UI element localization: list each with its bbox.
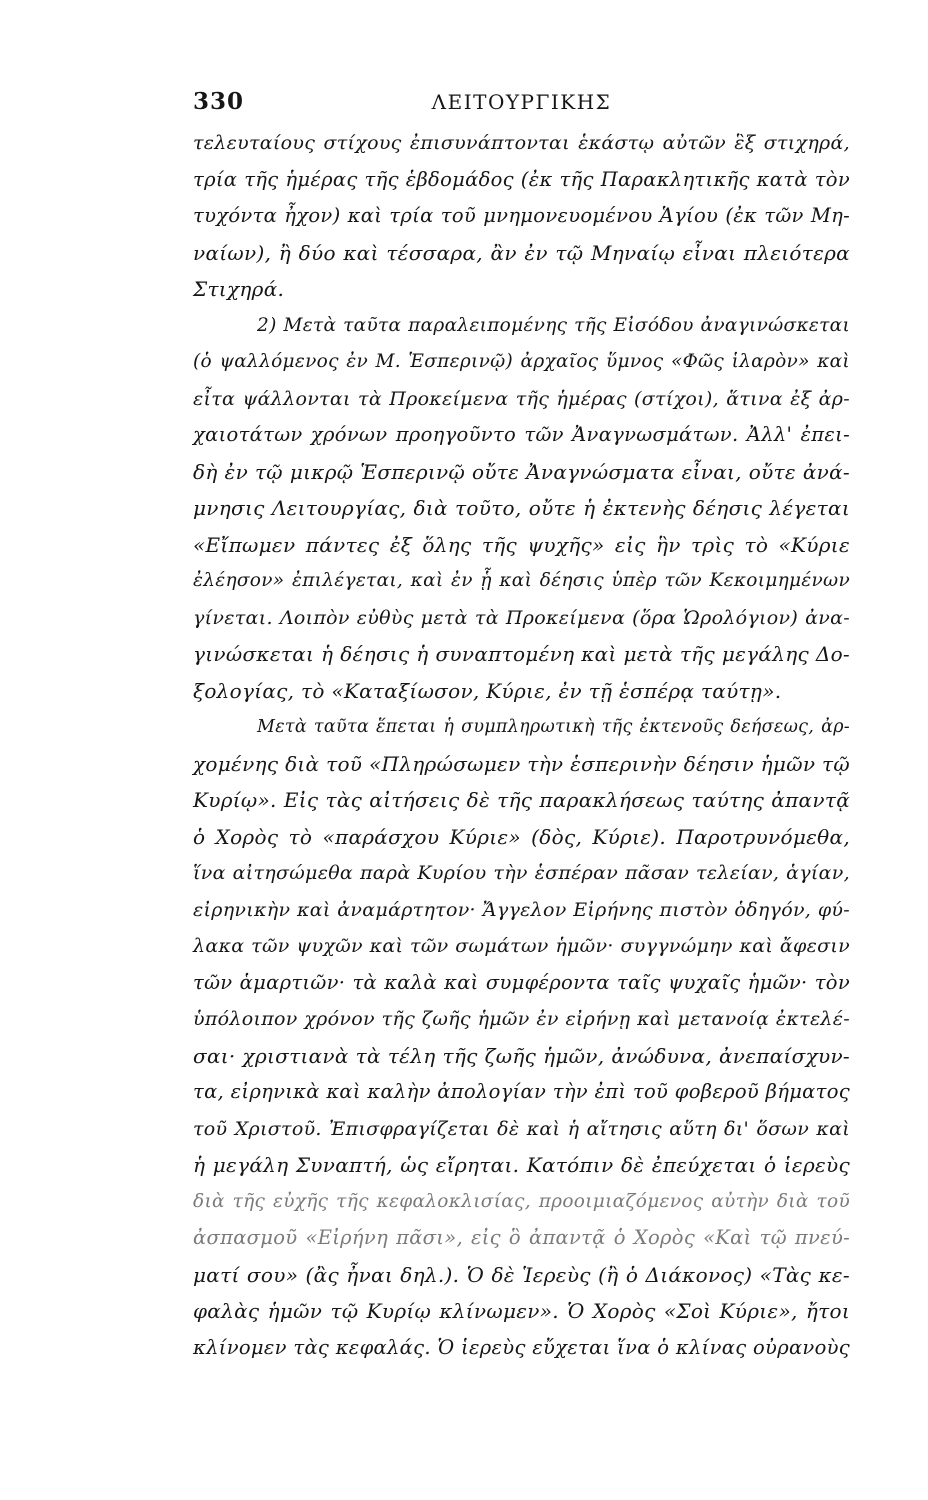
text-line: γινώσκεται ἡ δέησις ἡ συναπτομένη καὶ μετὰ τῆς μεγάλης Δο- [193,642,850,666]
text-line: τρία τῆς ἡμέρας τῆς ἑβδομάδος (ἐκ τῆς Παρακλητικῆς κατὰ τὸν [193,167,850,191]
text-line: λακα τῶν ψυχῶν καὶ τῶν σωμάτων ἡμῶν· συγγνώμην καὶ ἄφεσιν [193,935,850,957]
text-line: μνησις Λειτουργίας, διὰ τοῦτο, οὔτε ἡ ἐκτενὴς δέησις λέγεται [193,496,850,520]
text-line: Στιχηρά. [193,277,285,301]
text-line: Μετὰ ταῦτα ἕπεται ἡ συμπληρωτικὴ τῆς ἐκτενοῦς δεήσεως, ἀρ- [257,717,850,737]
page-number: 330 [193,88,245,115]
text-line: χαιοτάτων χρόνων προηγοῦντο τῶν Ἀναγνωσμάτων. Ἀλλ' ἐπει- [193,423,850,446]
text-line: (ὁ ψαλλόμενος ἐν Μ. Ἑσπερινῷ) ἀρχαῖος ὕμνος «Φῶς ἱλαρὸν» καὶ [193,351,850,372]
text-line: ἀσπασμοῦ «Εἰρήνη πᾶσι», εἰς ὃ ἀπαντᾷ ὁ Χορὸς «Καὶ τῷ πνεύ- [193,1226,850,1249]
text-line: διὰ τῆς εὐχῆς τῆς κεφαλοκλισίας, προοιμιαζόμενος αὐτὴν διὰ τοῦ [193,1190,850,1212]
body-text [193,125,850,1366]
text-line: εἰρηνικὴν καὶ ἀναμάρτητον· Ἄγγελον Εἰρήνης πιστὸν ὁδηγόν, φύ- [193,898,850,921]
text-line: γίνεται. Λοιπὸν εὐθὺς μετὰ τὰ Προκείμενα (ὅρα Ὡρολόγιον) ἀνα- [193,606,850,629]
text-line: ναίων), ἢ δύο καὶ τέσσαρα, ἂν ἐν τῷ Μηναίῳ εἶναι πλειότερα [193,240,850,265]
text-line: τα, εἰρηνικὰ καὶ καλὴν ἀπολογίαν τὴν ἐπὶ τοῦ φοβεροῦ βήματος [193,1080,850,1103]
text-line: ὑπόλοιπον χρόνον τῆς ζωῆς ἡμῶν ἐν εἰρήνῃ καὶ μετανοίᾳ ἐκτελέ- [193,1008,850,1030]
text-line: ἐλέησον» ἐπιλέγεται, καὶ ἐν ᾗ καὶ δέησις ὑπὲρ τῶν Κεκοιμημένων [193,570,850,591]
text-line: ξολογίας, τὸ «Καταξίωσον, Κύριε, ἐν τῇ ἑσπέρᾳ ταύτῃ». [193,678,782,703]
text-line: τοῦ Χριστοῦ. Ἐπισφραγίζεται δὲ καὶ ἡ αἴτησις αὕτη δι' ὅσων καὶ [193,1117,850,1140]
text-line: Κυρίῳ». Εἰς τὰς αἰτήσεις δὲ τῆς παρακλήσεως ταύτης ἀπαντᾷ [193,788,850,812]
text-line: σαι· χριστιανὰ τὰ τέλη τῆς ζωῆς ἡμῶν, ἀνώδυνα, ἀνεπαίσχυν- [193,1043,850,1068]
text-line: ὁ Χορὸς τὸ «παράσχου Κύριε» (δὸς, Κύριε). Παροτρυνόμεθα, [193,824,850,849]
text-line: τῶν ἁμαρτιῶν· τὰ καλὰ καὶ συμφέροντα ταῖς ψυχαῖς ἡμῶν· τὸν [193,970,850,994]
text-line: χομένης διὰ τοῦ «Πληρώσωμεν τὴν ἑσπερινὴν δέησιν ἡμῶν τῷ [193,751,850,776]
text-line: ἡ μεγάλη Συναπτή, ὡς εἴρηται. Κατόπιν δὲ ἐπεύχεται ὁ ἱερεὺς [193,1153,850,1177]
text-line: ἵνα αἰτησώμεθα παρὰ Κυρίου τὴν ἑσπέραν πᾶσαν τελείαν, ἁγίαν, [193,862,850,884]
page-header [193,84,850,124]
text-line: φαλὰς ἡμῶν τῷ Κυρίῳ κλίνωμεν». Ὁ Χορὸς «Σοὶ Κύριε», ἤτοι [193,1299,850,1323]
text-line: τελευταίους στίχους ἐπισυνάπτονται ἑκάστῳ αὐτῶν ἓξ στιχηρά, [193,132,850,154]
text-line: 2) Μετὰ ταῦτα παραλειπομένης τῆς Εἰσόδου ἀναγινώσκεται [257,314,850,336]
text-line: «Εἴπωμεν πάντες ἐξ ὅλης τῆς ψυχῆς» εἰς ἣν τρὶς τὸ «Κύριε [193,532,850,557]
running-head: ΛΕΙΤΟΥΡΓΙΚΗΣ [431,90,612,114]
text-line: ματί σου» (ἂς ἦναι δηλ.). Ὁ δὲ Ἱερεὺς (ἢ ὁ Διάκονος) «Τὰς κε- [193,1262,850,1287]
text-line: κλίνομεν τὰς κεφαλάς. Ὁ ἱερεὺς εὔχεται ἵνα ὁ κλίνας οὐρανοὺς [193,1335,850,1359]
text-line: εἶτα ψάλλονται τὰ Προκείμενα τῆς ἡμέρας (στίχοι), ἅτινα ἐξ ἀρ- [193,387,850,410]
text-line: δὴ ἐν τῷ μικρῷ Ἑσπερινῷ οὔτε Ἀναγνώσματα εἶναι, οὔτε ἀνά- [193,459,850,484]
text-line: τυχόντα ἦχον) καὶ τρία τοῦ μνημονευομένου Ἁγίου (ἐκ τῶν Μη- [193,204,850,227]
